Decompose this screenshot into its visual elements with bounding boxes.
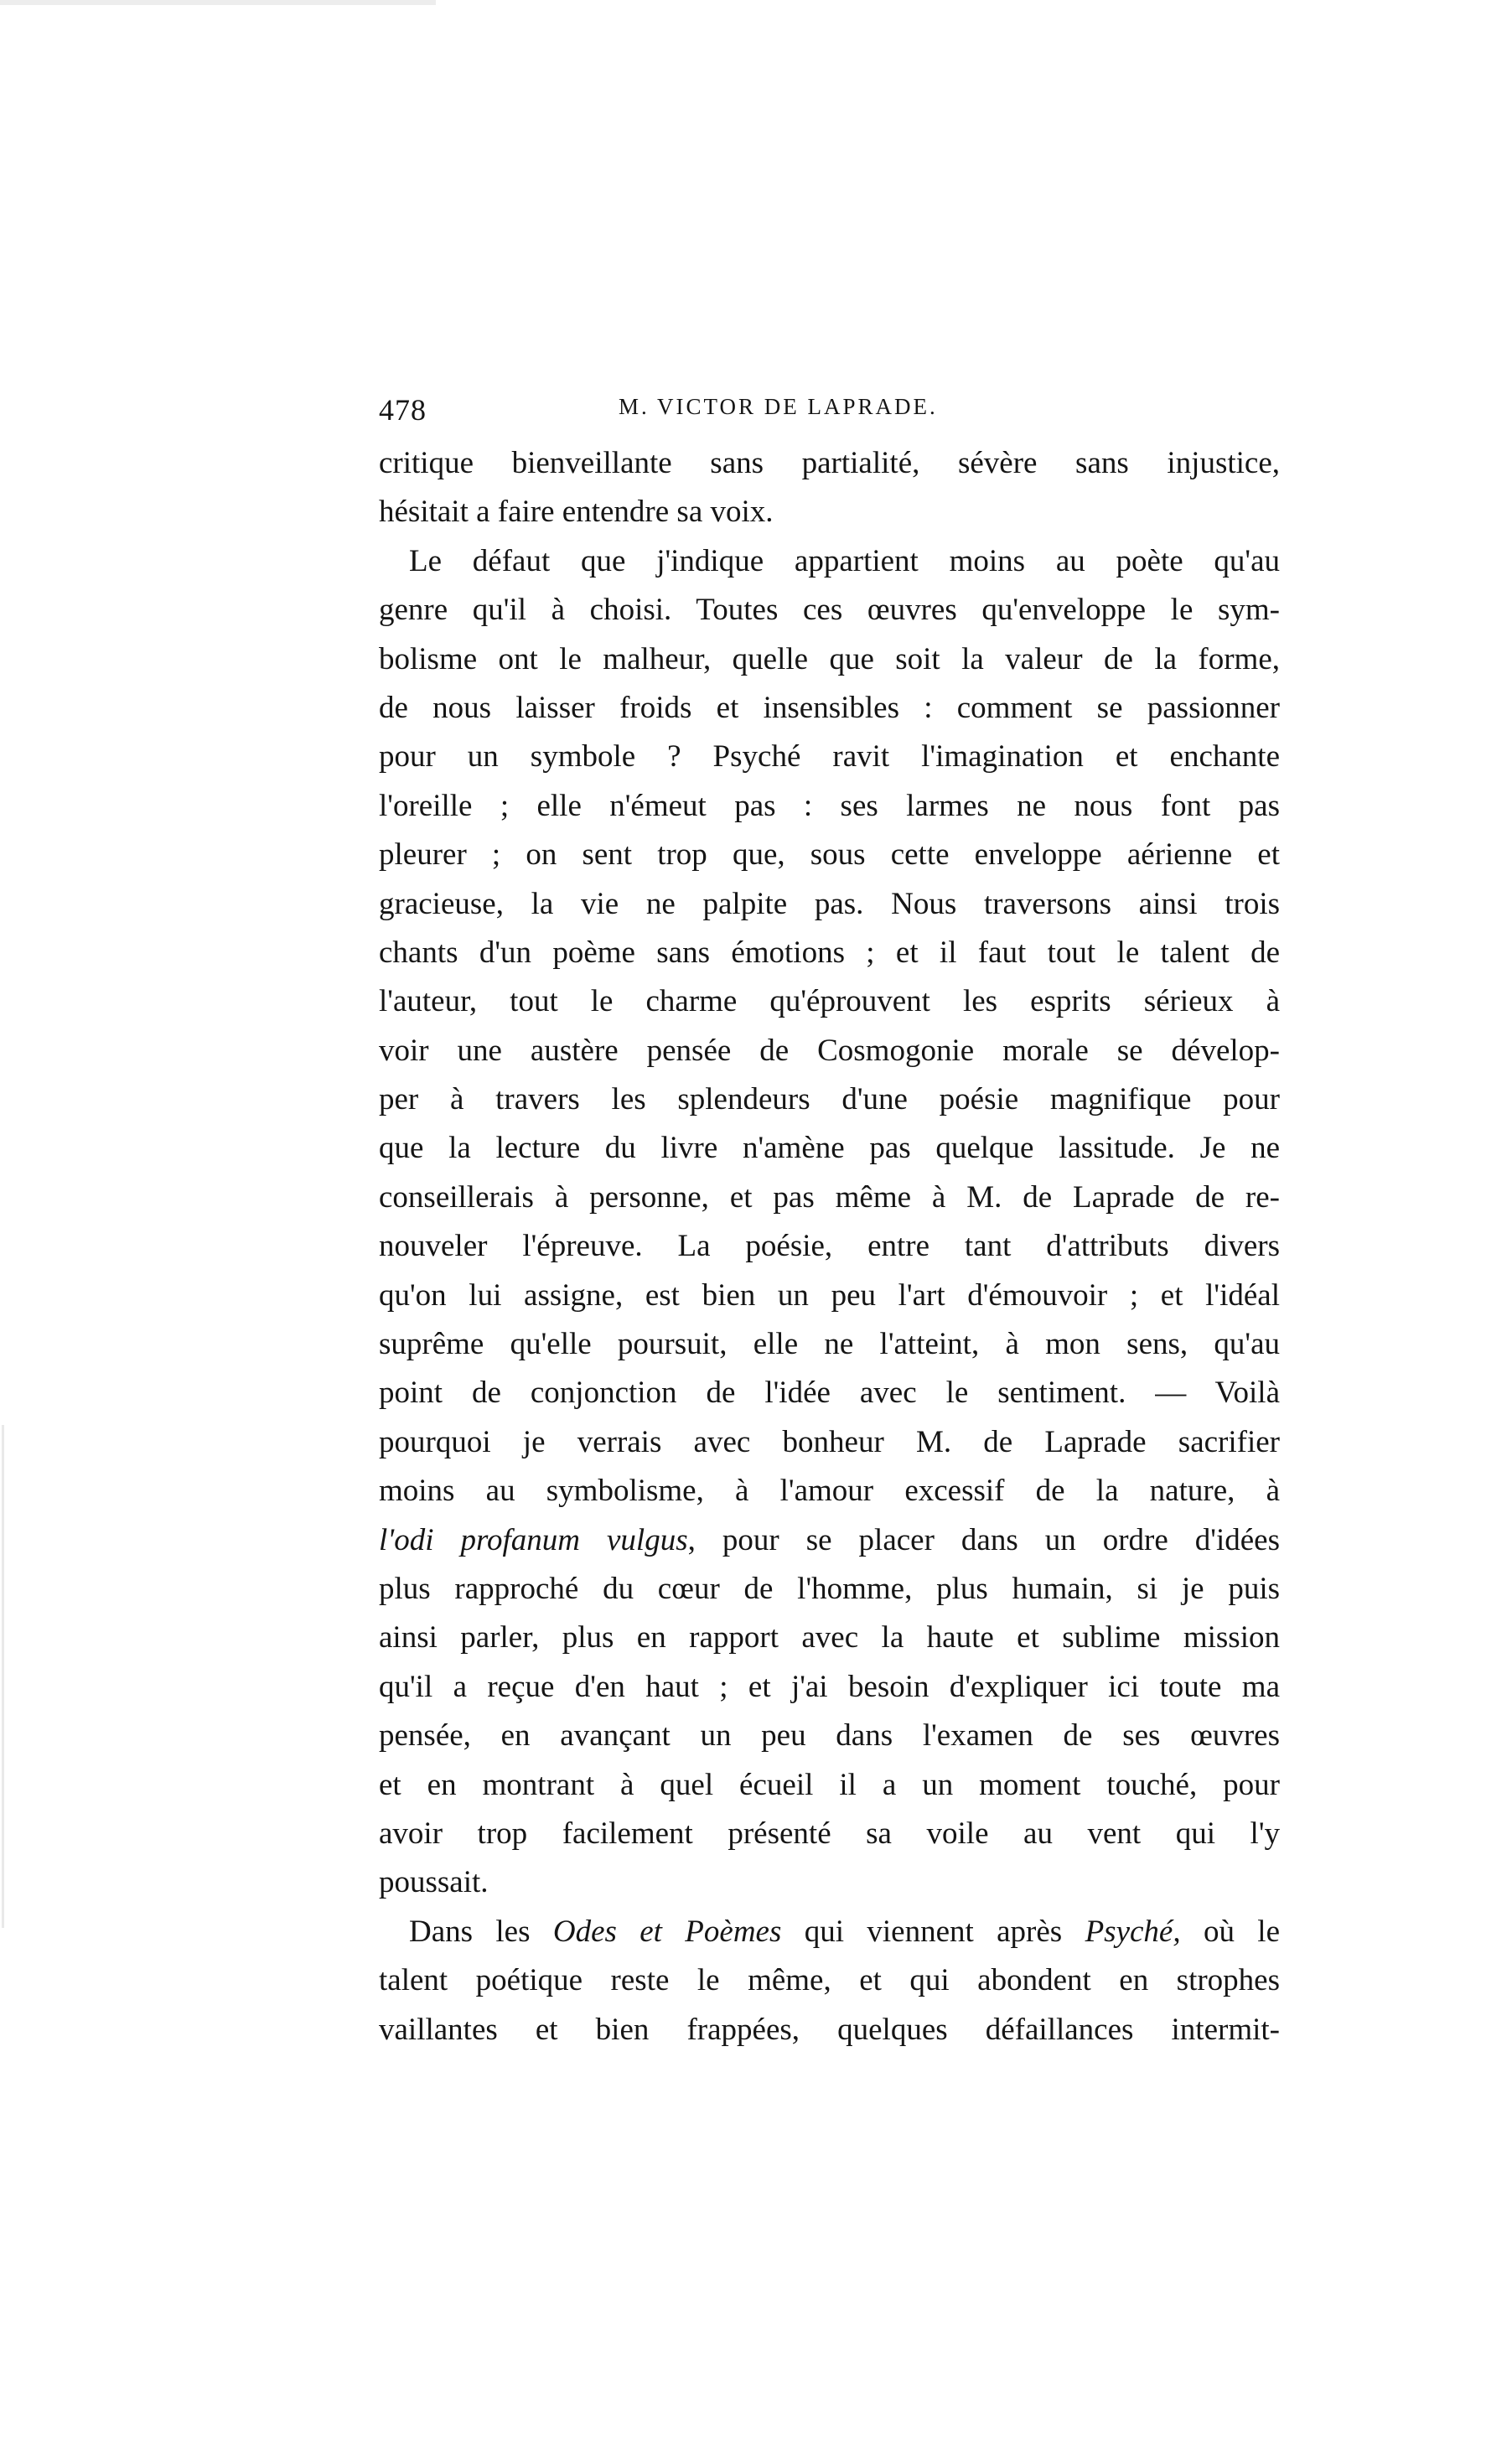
text-segment: point de conjonction de l'idée avec le sentiment. — Voilà: [379, 1376, 1280, 1411]
text-segment: suprême qu'elle poursuit, elle ne l'atteint, à mon sens, qu'au: [379, 1327, 1280, 1362]
text-line: [379, 1272, 1280, 1320]
text-line: [379, 1320, 1280, 1369]
text-line: [379, 831, 1280, 879]
text-line: [379, 2006, 1280, 2054]
text-line: [379, 1467, 1280, 1515]
italic-text: Psyché,: [1085, 1914, 1181, 1949]
text-line: [379, 1712, 1280, 1760]
text-line: [379, 439, 1280, 488]
text-segment: chants d'un poème sans émotions ; et il faut tout le talent de: [379, 935, 1280, 970]
text-line: [379, 1027, 1280, 1075]
text-segment: pleurer ; on sent trop que, sous cette enveloppe aérienne et: [379, 837, 1280, 873]
text-segment: qu'on lui assigne, est bien un peu l'art d'émouvoir ; et l'idéal: [379, 1277, 1280, 1313]
text-segment: que la lecture du livre n'amène pas quelque lassitude. Je ne: [379, 1131, 1280, 1166]
text-segment: per à travers les splendeurs d'une poésie magnifique pour: [379, 1082, 1280, 1117]
text-segment: avoir trop facilement présenté sa voile au vent qui l'y: [379, 1816, 1280, 1851]
text-segment: plus rapproché du cœur de l'homme, plus humain, si je puis: [379, 1571, 1280, 1606]
text-segment: hésitait a faire entendre sa voix.: [379, 495, 774, 530]
book-page: [379, 392, 1280, 2054]
paragraph: [379, 1908, 1280, 2054]
text-line: [379, 1908, 1280, 1956]
text-segment: conseillerais à personne, et pas même à M. de Laprade de re-: [379, 1179, 1280, 1215]
text-segment: Dans les: [409, 1914, 553, 1949]
text-line: [379, 1174, 1280, 1222]
text-line: [379, 684, 1280, 733]
text-line: [379, 1663, 1280, 1712]
text-segment: voir une austère pensée de Cosmogonie morale se dévelop-: [379, 1033, 1280, 1068]
text-segment: l'auteur, tout le charme qu'éprouvent les esprits sérieux à: [379, 984, 1280, 1019]
text-segment: poussait.: [379, 1865, 489, 1900]
text-line: [379, 880, 1280, 929]
text-segment: de nous laisser froids et insensibles : comment se passionner: [379, 690, 1280, 725]
text-line: [379, 782, 1280, 831]
text-line: [379, 488, 1280, 536]
running-title: M. VICTOR DE LAPRADE.: [619, 394, 938, 419]
text-segment: l'oreille ; elle n'émeut pas : ses larmes ne nous font pas: [379, 788, 1280, 823]
text-segment: nouveler l'épreuve. La poésie, entre tant d'attributs divers: [379, 1229, 1280, 1264]
text-line: [379, 1418, 1280, 1467]
text-segment: genre qu'il à choisi. Toutes ces œuvres qu'enveloppe le sym-: [379, 593, 1280, 628]
text-segment: et en montrant à quel écueil il a un moment touché, pour: [379, 1767, 1280, 1802]
text-segment: Le défaut que j'indique appartient moins au poète qu'au: [409, 543, 1280, 578]
scan-speck: [2, 1425, 4, 1928]
text-segment: pour un symbole ? Psyché ravit l'imagination et enchante: [379, 739, 1280, 775]
text-line: [379, 1124, 1280, 1173]
text-segment: qu'il a reçue d'en haut ; et j'ai besoin d'expliquer ici toute ma: [379, 1669, 1280, 1704]
text-segment: pourquoi je verrais avec bonheur M. de Laprade sacrifier: [379, 1424, 1280, 1459]
text-line: [379, 733, 1280, 781]
text-line: [379, 1956, 1280, 2005]
page-number: 478: [379, 393, 427, 427]
text-segment: qui viennent après: [781, 1914, 1085, 1949]
italic-text: Odes et Poèmes: [552, 1914, 782, 1949]
text-line: [379, 1810, 1280, 1858]
text-segment: gracieuse, la vie ne palpite pas. Nous traversons ainsi trois: [379, 886, 1280, 921]
text-segment: vaillantes et bien frappées, quelques défaillances intermit-: [379, 2012, 1280, 2047]
text-segment: critique bienveillante sans partialité, sévère sans injustice,: [379, 446, 1280, 480]
text-line: [379, 1516, 1280, 1565]
paragraph: [379, 439, 1280, 537]
text-line: [379, 1075, 1280, 1124]
text-segment: pensée, en avançant un peu dans l'examen de ses œuvres: [379, 1718, 1280, 1754]
text-segment: moins au symbolisme, à l'amour excessif de la nature, à: [379, 1474, 1280, 1509]
text-line: [379, 1369, 1280, 1417]
text-segment: talent poétique reste le même, et qui abondent en strophes: [379, 1963, 1280, 1998]
text-line: [379, 1858, 1280, 1907]
scan-speck: [0, 0, 436, 5]
text-line: [379, 1565, 1280, 1614]
text-line: [379, 537, 1280, 586]
paragraph: [379, 537, 1280, 1908]
text-segment: , pour se placer dans un ordre d'idées: [687, 1522, 1280, 1557]
text-segment: ainsi parler, plus en rapport avec la haute et sublime mission: [379, 1620, 1280, 1655]
text-line: [379, 929, 1280, 977]
text-line: [379, 586, 1280, 635]
running-head: [379, 392, 1280, 434]
text-line: [379, 1222, 1280, 1271]
text-line: [379, 977, 1280, 1026]
text-segment: où le: [1180, 1914, 1281, 1949]
body-text: [379, 439, 1280, 2054]
text-line: [379, 1614, 1280, 1662]
italic-text: l'odi profanum vulgus: [379, 1522, 688, 1557]
text-line: [379, 635, 1280, 684]
text-segment: bolisme ont le malheur, quelle que soit la valeur de la forme,: [379, 641, 1280, 676]
text-line: [379, 1761, 1280, 1810]
